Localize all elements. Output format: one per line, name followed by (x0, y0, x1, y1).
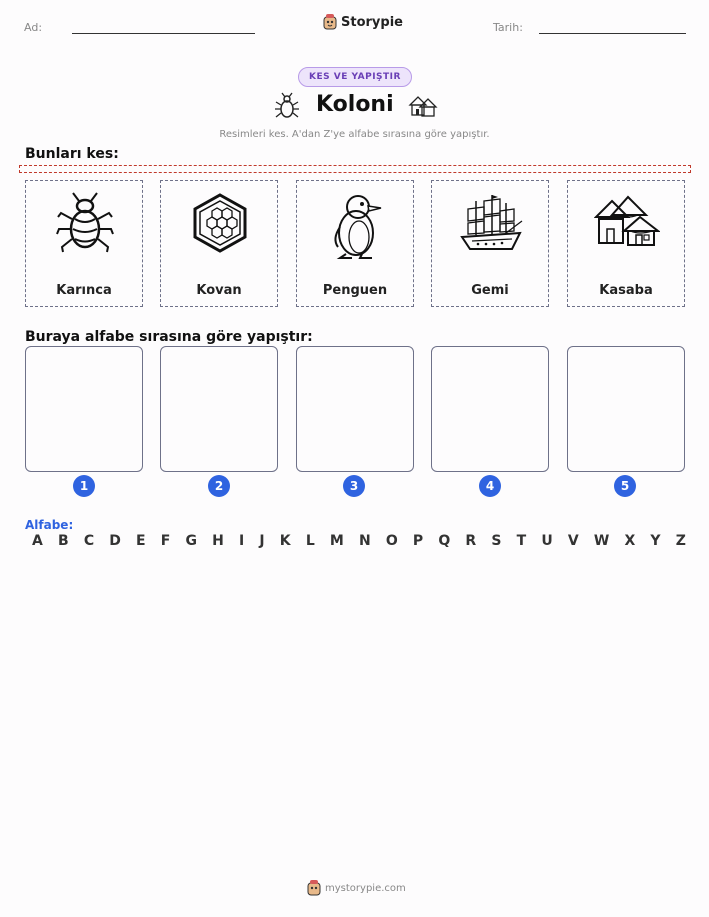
footer-url[interactable]: mystorypie.com (325, 882, 406, 894)
alphabet-letter: Z (675, 533, 686, 549)
instructions: Resimleri kes. A'dan Z'ye alfabe sırasına göre yapıştır. (219, 129, 490, 140)
alphabet-letter: U (541, 533, 553, 549)
brand-name: Storypie (341, 14, 403, 30)
alphabet-letter: C (83, 533, 95, 549)
alphabet-label: Alfabe: (25, 518, 74, 532)
alphabet-letter: P (412, 533, 424, 549)
alphabet-letter: D (109, 533, 121, 549)
card-label: Penguen (322, 283, 388, 298)
card-label: Gemi (471, 283, 509, 298)
paste-slot-2[interactable] (160, 346, 278, 472)
alphabet-letter: Q (438, 533, 451, 549)
penguin-icon (326, 191, 386, 261)
alphabet-letter: I (239, 533, 245, 549)
slot-number-5: 5 (614, 475, 636, 497)
alphabet-letter: N (358, 533, 371, 549)
alphabet-letter: B (58, 533, 69, 549)
alphabet-letter: J (259, 533, 265, 549)
alphabet-letter: L (305, 533, 315, 549)
paste-slot-4[interactable] (431, 346, 549, 472)
name-label: Ad: (24, 21, 43, 34)
page-title: Koloni (316, 92, 394, 117)
name-line[interactable] (72, 33, 255, 34)
alphabet-letter: R (465, 533, 477, 549)
paste-slot-1[interactable] (25, 346, 143, 472)
title-village-icon (408, 93, 438, 123)
card-karinca[interactable] (25, 180, 143, 307)
slot-number-2: 2 (208, 475, 230, 497)
alphabet-letter: F (160, 533, 171, 549)
ship-icon (458, 191, 524, 255)
card-kasaba[interactable] (567, 180, 685, 307)
alphabet-letter: A (32, 533, 43, 549)
slot-number-3: 3 (343, 475, 365, 497)
activity-badge: KES VE YAPIŞTIR (298, 67, 412, 87)
paste-slot-5[interactable] (567, 346, 685, 472)
alphabet-letter: Y (650, 533, 661, 549)
card-label: Kovan (196, 283, 242, 298)
alphabet-letter: O (385, 533, 398, 549)
storypie-mascot-icon (323, 14, 337, 30)
card-label: Kasaba (599, 283, 653, 298)
paste-slot-3[interactable] (296, 346, 414, 472)
village-icon (594, 191, 660, 255)
slot-number-1: 1 (73, 475, 95, 497)
title-ant-icon (274, 92, 300, 124)
alphabet-letter: H (212, 533, 224, 549)
cut-line (19, 165, 691, 173)
date-label: Tarih: (493, 21, 523, 34)
card-gemi[interactable] (431, 180, 549, 307)
card-kovan[interactable] (160, 180, 278, 307)
cut-heading: Bunları kes: (25, 146, 119, 162)
card-penguen[interactable] (296, 180, 414, 307)
alphabet-letter: W (593, 533, 610, 549)
alphabet-letter: S (491, 533, 502, 549)
alphabet-letter: E (136, 533, 146, 549)
alphabet-row (32, 533, 686, 549)
alphabet-letter: V (567, 533, 579, 549)
date-line[interactable] (539, 33, 686, 34)
footer (307, 880, 406, 896)
paste-heading: Buraya alfabe sırasına göre yapıştır: (25, 329, 313, 345)
alphabet-letter: K (279, 533, 291, 549)
storypie-mascot-icon (307, 880, 321, 896)
alphabet-letter: X (624, 533, 636, 549)
brand-logo (323, 14, 403, 30)
card-label: Karınca (56, 283, 112, 298)
alphabet-letter: G (185, 533, 198, 549)
alphabet-letter: M (329, 533, 344, 549)
slot-number-4: 4 (479, 475, 501, 497)
ant-icon (55, 191, 115, 255)
hive-icon (190, 191, 250, 255)
alphabet-letter: T (516, 533, 527, 549)
